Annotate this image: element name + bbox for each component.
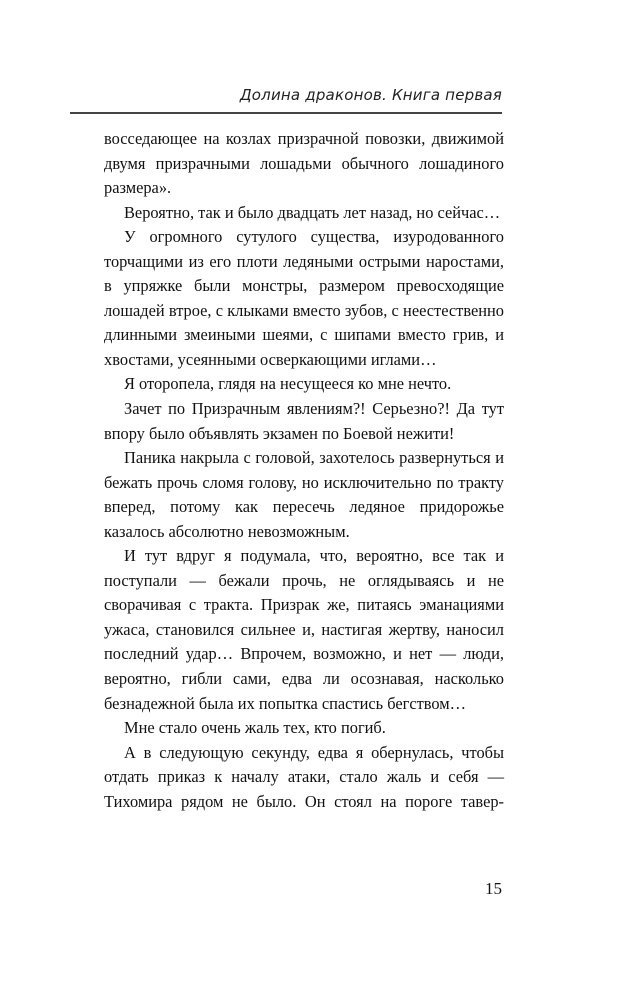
page-number: 15 [485,879,502,898]
body-text [104,127,504,814]
paragraph: Мне стало очень жаль тех, кто погиб. [124,718,386,738]
header-rule [70,112,502,114]
paragraph: Зачет по Призрачным явлениям?! Серьезно?! Да тут впору было объявлять экзамен по Боевой нежити! [104,399,504,443]
paragraph: Вероятно, так и было двадцать лет назад, но сейчас… [124,202,501,222]
running-title: Долина драконов. Книга первая [239,86,502,104]
paragraph: Я оторопела, глядя на несущееся ко мне нечто. [124,374,452,394]
paragraph: У огромного сутулого существа, изуродованного торчащими из его плоти ледяными острыми наростами, в упряжке были монстры, размером превосходящие лошадей втрое, с клыками вместо зубов, с неестественно длинными змеиными шеями, с шипами вместо грив, и хвостами, усеянными осверкающими иглами… [104,227,504,369]
paragraph: восседающее на козлах призрачной повозки, движимой двумя призрачными лошадьми обычного лошадиного размера». [104,129,504,198]
running-header [70,80,502,110]
paragraph: И тут вдруг я подумала, что, вероятно, все так и поступали — бежали прочь, не оглядываясь и не сворачивая с тракта. Призрак же, питаясь эманациями ужаса, становился сильнее и, настигая жертву, наносил последний удар… Впрочем, возможно, и нет — люди, вероятно, гибли сами, едва ли осознавая, насколько безнадежной была их попытка спастись бегством… [104,546,504,713]
paragraph: А в следующую секунду, едва я обернулась, чтобы отдать приказ к началу атаки, стало жаль и себя — Тихомира рядом не было. Он стоял на пороге тавер- [104,742,504,811]
paragraph: Паника накрыла с головой, захотелось развернуться и бежать прочь сломя голову, но исключительно по тракту вперед, потому как пересечь ледяное придорожье казалось абсолютно невозможным. [104,448,504,541]
